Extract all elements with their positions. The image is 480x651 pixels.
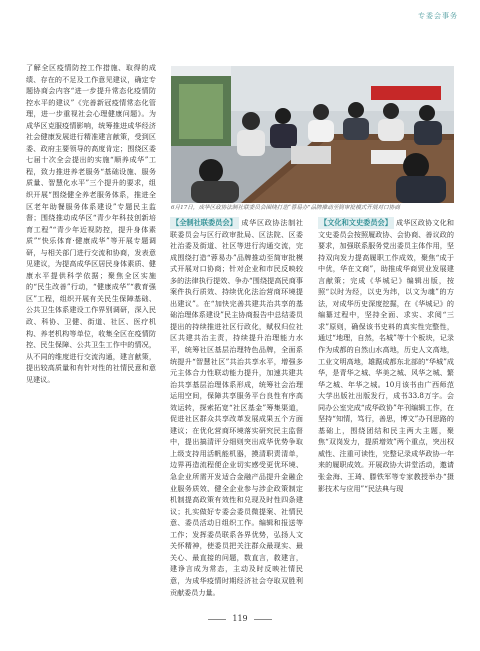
paragraph-continued — [170, 217, 303, 598]
page-number — [0, 614, 480, 623]
section-heading-social: 【全制社联委员会】 — [172, 218, 237, 227]
paragraph — [318, 217, 454, 494]
page-number-rule-left — [208, 619, 226, 620]
section-social-body: 成华区政协法制社联委员会与区行政审批局、区法院、区委社治委及街道、社区等进行沟通交流，完成围绕打造“蓉易办”品牌推动至简审批模式开展对口协商；针对企业和市民反映较多的法律执行提效、争办“围绕提高民商事案件执行质效、持续优化法治营商环境提出建议”。在“加快完善共建共治共享的基础治理体系建设”民主协商报告中总结委员提出的持续推进社区行政化，赋权归位社区共建共治主责，持续提升治理能力水平，统筹社区基层治理特色品牌，全面系统提升“智慧社区”共治共享水平，增强多元主体合力性联动能力提升，加速共建共治共享基层治理体系形成，统筹社会治理运用空间，保障共享服务平台良性有序高效运转，探索拓宽“社区基金”筹集渠道，促进社区群众共享改革发展成果五个方面建议；在优化营商环境落实研究民主监督中，提出搞清评分细则突出成华优势争取上级支持用活帆能机器，摸清职责清单，边界再造流程便企业切实感受更优环境、急企业所需开发适合金融产品提升金融企业服务质效、健全企业参与涉企政策制定机制提高政策有效性和兑现及时性四条建议；扎实做好专委会委员微提案、社情民意、委员活动日组织工作。编辑和报送等工作；发挥委员联系各界优势，弘扬人文关怀精神，使委员把关注群众最现实、最关心、最直接的问题，数直言，救建言，建诤言成为常态，主动及时反映社情民意，为成华疫情时期经济社会夺取双胜利贡献委员力量。 — [170, 218, 303, 597]
page-number-text: 119 — [232, 614, 248, 623]
column-2 — [170, 217, 303, 597]
section-heading-culture: 【文化和文史委员会】 — [320, 218, 392, 227]
paragraph: 了解全区疫情防控工作措施、取得的成绩、存在的不足及工作意见建议，确定专题协商会内容“进一步提升常态化疫情防控水平的建议”《完善新冠疫情常态化管理，进一步重视社会心理健康问题》。为成华区克服疫情影响，统筹推进成华经济社会健康发展进行精准建言献策，受到区委、政府主要领导的高度肯定；围绕区委七届十次全会提出的实施“顺养成华”工程，致力推进养老服务“基础设施、服务质量、智慧化水平”三个提升的要求，组织开展“围绕健全养老服务体系，推进全区老年助餐服务体系建设”专题民主监督；围绕推动成华区“青少年科技创新培育工程”“青少年近视防控，提升身体素质”“快乐体育·健康成华”等开展专题调研，与相关部门进行交流和协商，发表意见建议，为提高成华区居民身体素质、健康水平提供科学依据；聚焦全区实施的“民生改善”行动，“健康成华”“教育强区”工程，组织开展有关民生保障基础、公共卫生体系建设工作界别调研，深入民政、科协、卫健、街道、社区、医疗机构、养老机构等单位，收集全区在疫情防控、民生保障、公共卫生工作中的情况，从不同的维度进行交流沟通，建言献策，提出较高质量和有针对性的社情民意和意见建议。 — [26, 63, 156, 384]
meeting-photo-illustration — [171, 66, 454, 203]
section-tag: 专委会事务 — [418, 12, 458, 20]
photo-caption: 6月17日，成华区政协法制社联委员会围绕打造“蓉易办”品牌推动至简审批模式开展对口协商 — [171, 205, 400, 211]
column-1 — [26, 62, 156, 580]
page-number-rule-right — [254, 619, 272, 620]
section-culture-body: 成华区政协文化和文史委员会按照履政协、会协商、善议政的要求，加强联系服务党出委员主体作用，坚持双向发力提高履职工作成效，聚焦“成于中优，华在文商”，助推成华商贸业发展建言献策；完成《华城记》编辑出版，按照“以时为经，以史为纬，以文为魂”的方法，对成华历史深度挖掘，在《华城记》的编纂过程中，坚持全面、求实、求阅“三求”原则，确保该书史料的真实性完整性，通过“地理，自然，名城”等十个板块，记录作为成都的自然山水高地，历史人文高地，工业文明高地，雄踞成都东北部的“华城”成华，是青华之城、华美之城、风华之城、繁华之城、年华之城。10月该书由广西师范大学出版社出版发行，成书33.8万字。会同办公室完成“成华政协”年刊编辑工作，在坚持“知情，笃行，善思，博文”办刊思路的基础上，围绕团结和民主两大主题，聚焦“双岗发力，提质增效”两个重点，突出权威性、注重可读性，完整记录成华政协一年来的履职成效。开展政协大讲堂活动，邀请张金海、王琦、滕铁军等专家教授举办“摄影技术与应用”“民法典与现 — [318, 218, 454, 493]
meeting-photo — [171, 66, 454, 203]
column-3 — [318, 217, 454, 580]
